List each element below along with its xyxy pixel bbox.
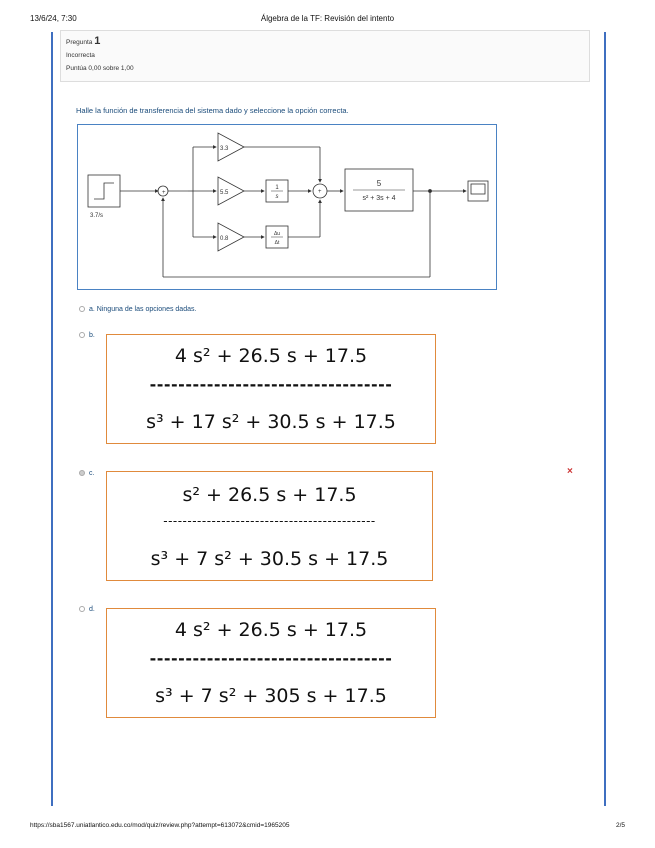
tf-denominator: s² + 3s + 4 bbox=[362, 195, 396, 202]
incorrect-mark-icon: × bbox=[567, 466, 573, 477]
option-d-divider: ---------------------------------- bbox=[149, 649, 393, 668]
question-info-box bbox=[60, 30, 590, 82]
option-c-letter: c. bbox=[89, 470, 95, 477]
question-number: 1 bbox=[94, 35, 101, 47]
integrator-num: 1 bbox=[275, 185, 279, 191]
step-label: 3.7/s bbox=[90, 213, 104, 219]
footer-page-number: 2/5 bbox=[616, 822, 626, 829]
block-diagram-svg bbox=[78, 125, 498, 291]
gain-label-2: 5.5 bbox=[220, 190, 229, 196]
left-frame-line bbox=[51, 32, 53, 806]
question-status: Incorrecta bbox=[66, 52, 95, 59]
option-b-formula bbox=[106, 334, 436, 444]
radio-a[interactable] bbox=[79, 306, 85, 312]
option-c-divider: -------------------------------------------- bbox=[163, 514, 376, 528]
option-d[interactable] bbox=[79, 606, 95, 613]
footer-url: https://sba1567.uniatlantico.edu.co/mod/quiz/review.php?attempt=613072&cmid=1965205 bbox=[30, 822, 290, 829]
radio-b[interactable] bbox=[79, 332, 85, 338]
option-c-numerator: s² + 26.5 s + 17.5 bbox=[182, 484, 357, 506]
option-c-denominator: s³ + 7 s² + 30.5 s + 17.5 bbox=[150, 548, 389, 570]
integrator-den: s bbox=[275, 194, 279, 200]
question-text: Halle la función de transferencia del sistema dado y seleccione la opción correcta. bbox=[76, 106, 349, 115]
right-frame-line bbox=[604, 32, 606, 806]
print-datetime: 13/6/24, 7:30 bbox=[30, 14, 77, 23]
derivative-num: Δu bbox=[273, 231, 281, 237]
option-c[interactable] bbox=[79, 470, 94, 477]
question-label: Pregunta bbox=[66, 39, 93, 46]
option-b-letter: b. bbox=[89, 332, 95, 339]
radio-c[interactable] bbox=[79, 470, 85, 476]
option-a-letter: a. bbox=[89, 306, 95, 313]
page-title: Álgebra de la TF: Revisión del intento bbox=[260, 14, 395, 23]
option-d-formula bbox=[106, 608, 436, 718]
option-d-denominator: s³ + 7 s² + 305 s + 17.5 bbox=[155, 685, 387, 707]
option-d-numerator: 4 s² + 26.5 s + 17.5 bbox=[174, 619, 368, 641]
gain-label-1: 3.3 bbox=[220, 146, 229, 152]
option-d-letter: d. bbox=[89, 606, 95, 613]
block-diagram bbox=[77, 124, 497, 290]
option-b-denominator: s³ + 17 s² + 30.5 s + 17.5 bbox=[146, 411, 396, 433]
derivative-den: Δt bbox=[274, 240, 280, 246]
svg-text:+: + bbox=[162, 190, 166, 196]
option-c-formula bbox=[106, 471, 433, 581]
option-b-divider: ---------------------------------- bbox=[149, 375, 393, 394]
gain-label-3: 0.8 bbox=[220, 236, 229, 242]
tf-numerator: 5 bbox=[376, 179, 382, 188]
question-score: Puntúa 0,00 sobre 1,00 bbox=[66, 65, 134, 72]
option-a[interactable] bbox=[79, 306, 196, 313]
option-b-numerator: 4 s² + 26.5 s + 17.5 bbox=[174, 345, 368, 367]
option-a-text: Ninguna de las opciones dadas. bbox=[96, 306, 197, 313]
option-b[interactable] bbox=[79, 332, 95, 339]
radio-d[interactable] bbox=[79, 606, 85, 612]
svg-text:+: + bbox=[318, 189, 322, 195]
